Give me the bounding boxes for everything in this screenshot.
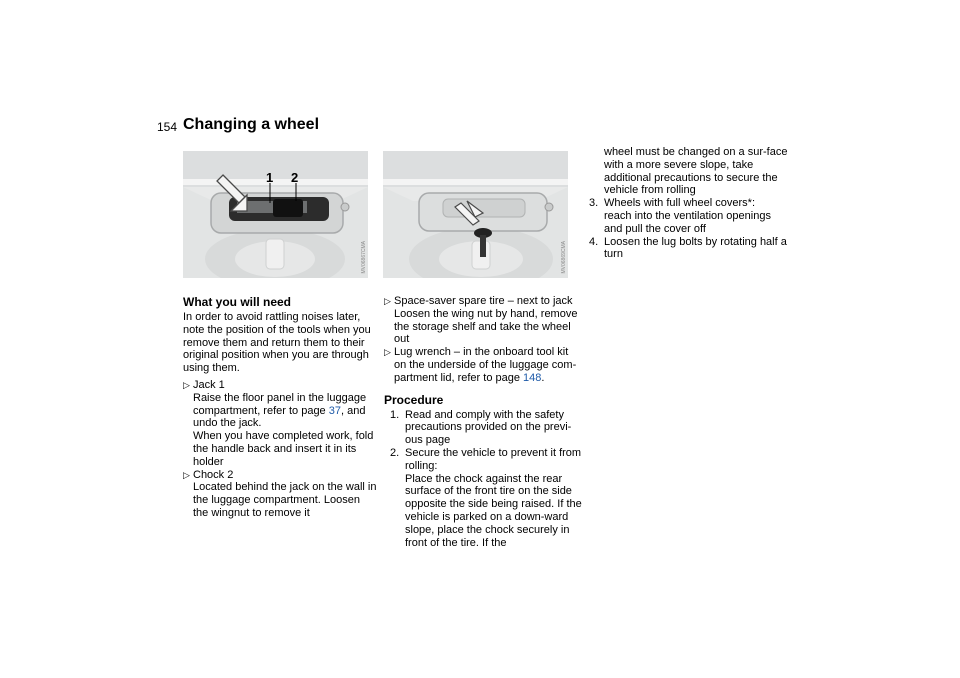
- step-item: 2. Secure the vehicle to prevent it from rolling: Place the chock against the rear surface of the front tire on the side opposite the side being raised. If the vehicle is parked on a down-ward slope, place the chock securely in front of the tire. If the: [390, 446, 582, 549]
- procedure-steps: [384, 409, 584, 550]
- column-procedure: [384, 295, 584, 549]
- list-item: ▷ Space-saver spare tire – next to jack Loosen the wing nut by hand, remove the storage shelf and take the wheel out: [384, 295, 578, 346]
- page-number: 154: [157, 120, 178, 134]
- column-procedure-continued: [589, 146, 789, 261]
- callout-2: 2: [291, 170, 299, 185]
- page-link-148[interactable]: 148: [523, 371, 542, 384]
- figure-spare-tire-photo: [383, 151, 568, 278]
- bullet-arrow-icon: ▷: [384, 296, 391, 306]
- bullet-arrow-icon: ▷: [384, 347, 391, 358]
- page-link-37[interactable]: 37: [328, 404, 341, 417]
- tools-list-continued: [384, 295, 584, 385]
- column-what-you-need: [183, 295, 378, 520]
- intro-paragraph: In order to avoid rattling noises later, note the position of the tools when you remove them and return them to their original position when you are through using them.: [183, 311, 371, 375]
- step-continuation: wheel must be changed on a sur-face with a more severe slope, take additional precautions to secure the vehicle from rolling: [604, 146, 788, 197]
- figure-jack-photo: [183, 151, 368, 278]
- spare-tire-illustration: [383, 151, 568, 278]
- procedure-steps-continued: [589, 197, 789, 261]
- page-title: Changing a wheel: [183, 116, 320, 133]
- section-heading-procedure: Procedure: [384, 392, 444, 407]
- figure-code: MV06869CMA: [561, 241, 567, 274]
- section-heading-what-you-need: What you will need: [183, 295, 292, 309]
- bullet-arrow-icon: ▷: [183, 379, 190, 390]
- figure-code: MV06867CMA: [361, 241, 367, 274]
- step-item: 4. Loosen the lug bolts by rotating half a turn: [589, 235, 787, 261]
- step-item: 3. Wheels with full wheel covers*: reach into the ventilation openings and pull the cover off: [589, 197, 771, 235]
- list-item: ▷ Chock 2 Located behind the jack on the wall in the luggage compartment. Loosen the wingnut to remove it: [183, 468, 377, 519]
- bullet-arrow-icon: ▷: [183, 469, 190, 480]
- step-item: 1. Read and comply with the safety precautions provided on the previ-ous page: [390, 408, 572, 447]
- list-item: ▷ Jack 1 Raise the floor panel in the luggage compartment, refer to page 37, and undo the jack. When you have completed work, fold the handle back and insert it in its holder: [183, 378, 374, 468]
- callout-1: 1: [266, 170, 274, 185]
- list-item: ▷ Lug wrench – in the onboard tool kit on the underside of the luggage com-partment lid, refer to page 148.: [384, 346, 577, 384]
- jack-illustration: [183, 151, 368, 278]
- tools-list: [183, 379, 378, 520]
